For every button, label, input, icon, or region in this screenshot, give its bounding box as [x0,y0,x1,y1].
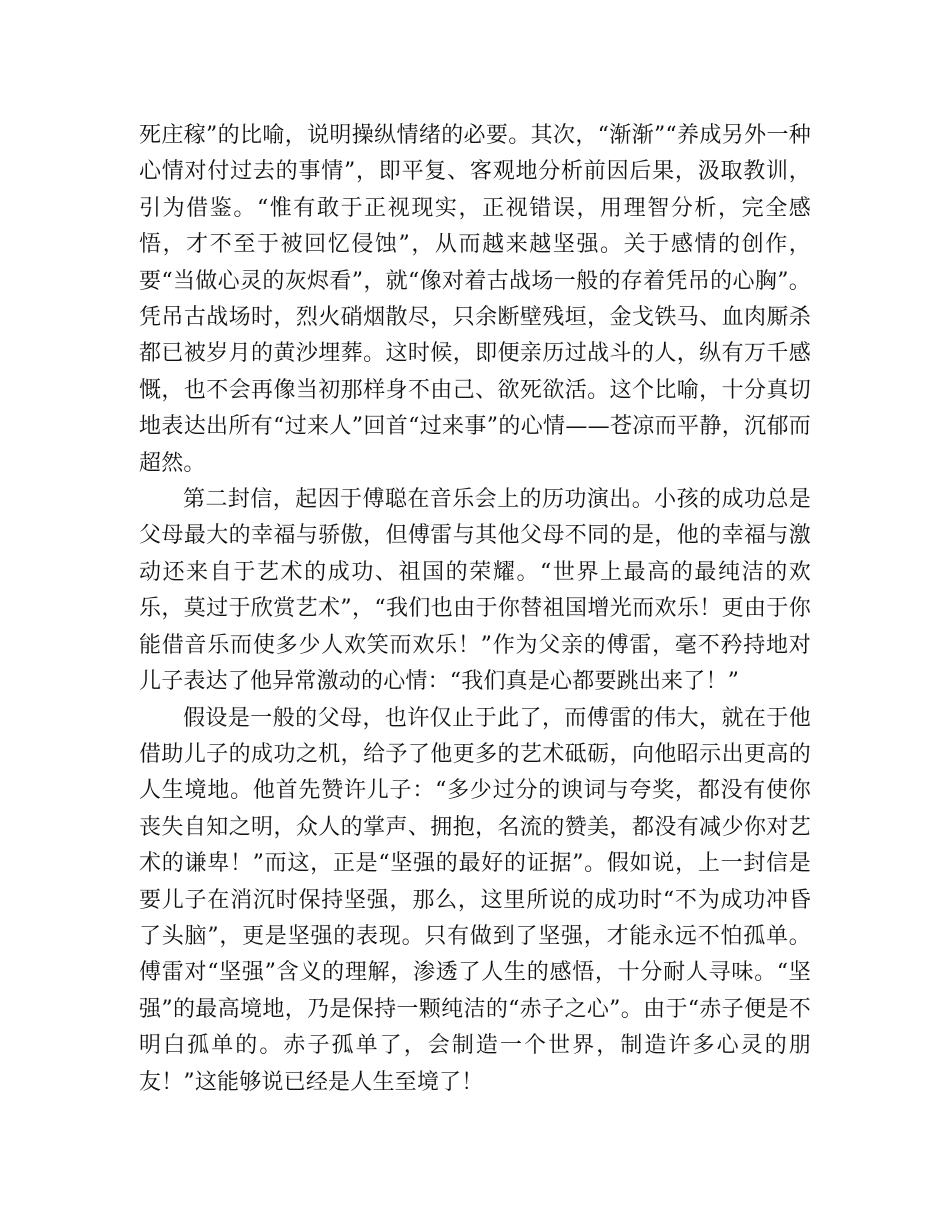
paragraph-1: 死庄稼”的比喻，说明操纵情绪的必要。其次，“渐渐”“养成另外一种心情对付过去的事情”，即平复、客观地分析前因后果，汲取教训，引为借鉴。“惟有敢于正视现实，正视错误，用理智分析，完全感悟，才不至于被回忆侵蚀”，从而越来越坚强。关于感情的创作，要“当做心灵的灰烬看”，就“像对着古战场一般的存着凭吊的心胸”。凭吊古战场时，烈火硝烟散尽，只余断壁残垣，金戈铁马、血肉厮杀都已被岁月的黄沙埋葬。这时候，即便亲历过战斗的人，纵有万千感慨，也不会再像当初那样身不由己、欲死欲活。这个比喻，十分真切地表达出所有“过来人”回首“过来事”的心情——苍凉而平静，沉郁而超然。 [139,123,811,476]
paragraph-3: 假设是一般的父母，也许仅止于此了，而傅雷的伟大，就在于他借助儿子的成功之机，给予了他更多的艺术砥砺，向他昭示出更高的人生境地。他首先赞许儿子：“多少过分的谀词与夸奖，都没有使你丧失自知之明，众人的掌声、拥抱，名流的赞美，都没有减少你对艺术的谦卑！”而这，正是“坚强的最好的证据”。假如说，上一封信是要儿子在消沉时保持坚强，那么，这里所说的成功时“不为成功冲昏了头脑”，更是坚强的表现。只有做到了坚强，才能永远不怕孤单。傅雷对“坚强”含义的理解，渗透了人生的感悟，十分耐人寻味。“坚强”的最高境地，乃是保持一颗纯洁的“赤子之心”。由于“赤子便是不明白孤单的。赤子孤单了，会制造一个世界，制造许多心灵的朋友！”这能够说已经是人生至境了！ [139,705,811,1095]
paragraph-2: 第二封信，起因于傅聪在音乐会上的历功演出。小孩的成功总是父母最大的幸福与骄傲，但傅雷与其他父母不同的是，他的幸福与激动还来自于艺术的成功、祖国的荣耀。“世界上最高的最纯洁的欢乐，莫过于欣赏艺术”，“我们也由于你替祖国增光而欢乐！更由于你能借音乐而使多少人欢笑而欢乐！”作为父亲的傅雷，毫不矜持地对儿子表达了他异常激动的心情：“我们真是心都要跳出来了！” [139,487,811,695]
document-body [139,118,811,1101]
